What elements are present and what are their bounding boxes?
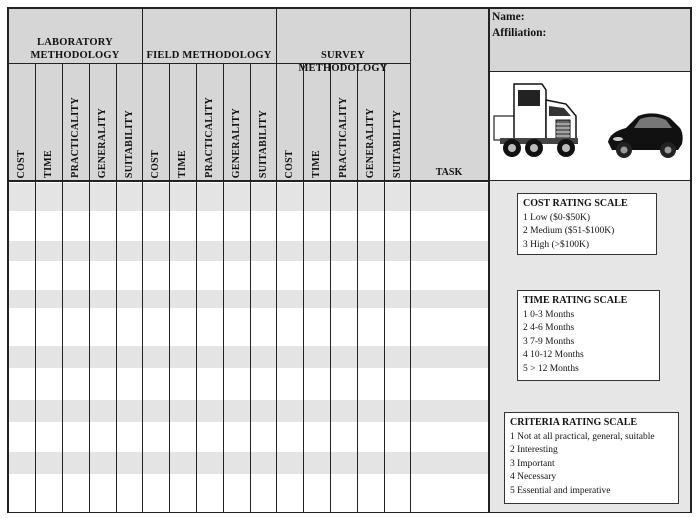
- group-title-line: SURVEY METHODOLOGY: [298, 50, 388, 74]
- cost-rating-scale: [517, 193, 657, 255]
- group-title-line: FIELD METHODOLOGY: [146, 50, 272, 61]
- column-header-generality: [223, 64, 250, 178]
- column-header-label: COST: [284, 149, 295, 178]
- column-header-generality: [89, 64, 116, 178]
- time-scale-item: 1 0-3 Months: [523, 309, 575, 320]
- criteria-scale-item: 1 Not at all practical, general, suitable: [510, 431, 655, 442]
- criteria-rating-scale: [504, 412, 679, 504]
- cost-scale-item: 2 Medium ($51-$100K): [523, 226, 615, 237]
- table-row: [8, 290, 489, 308]
- column-header-time: [35, 64, 62, 178]
- cost-scale-item: 1 Low ($0-$50K): [523, 212, 591, 223]
- criteria-scale-item: 5 Essential and imperative: [510, 485, 611, 496]
- time-scale-item: 4 10-12 Months: [523, 350, 584, 361]
- criteria-scale-title: CRITERIA RATING SCALE: [510, 417, 638, 428]
- affiliation-label: Affiliation:: [492, 27, 547, 39]
- column-header-label: PRACTICALITY: [338, 97, 349, 178]
- task-column-header: TASK: [435, 167, 463, 178]
- column-header-generality: [357, 64, 384, 178]
- column-header-label: TIME: [177, 150, 188, 178]
- table-row: [8, 346, 489, 368]
- table-row: [8, 400, 489, 422]
- column-header-suitability: [384, 64, 410, 178]
- panel-separator: [488, 8, 490, 513]
- column-header-label: COST: [16, 149, 27, 178]
- criteria-scale-item: 3 Important: [510, 458, 555, 469]
- criteria-scale-item: 4 Necessary: [510, 472, 557, 483]
- border-top: [8, 7, 691, 9]
- time-scale-item: 3 7-9 Months: [523, 336, 575, 347]
- column-header-label: GENERALITY: [97, 107, 108, 178]
- border-bottom: [8, 512, 691, 513]
- name-label: Name:: [492, 11, 525, 23]
- criteria-scale-item: 2 Interesting: [510, 445, 558, 456]
- column-header-label: TIME: [311, 150, 322, 178]
- column-header-suitability: [250, 64, 276, 178]
- column-header-suitability: [116, 64, 142, 178]
- border-right: [690, 7, 692, 513]
- column-header-label: SUITABILITY: [257, 109, 269, 178]
- column-header-label: PRACTICALITY: [70, 97, 81, 178]
- group-title-line: METHODOLOGY: [30, 50, 120, 61]
- column-header-label: PRACTICALITY: [204, 97, 215, 178]
- name-panel-divider: [489, 71, 691, 72]
- column-header-label: GENERALITY: [365, 107, 376, 178]
- time-rating-scale: [517, 290, 660, 381]
- column-header-cost: [142, 64, 169, 178]
- time-scale-title: TIME RATING SCALE: [523, 295, 628, 306]
- table-row: [8, 183, 489, 211]
- table-row: [8, 241, 489, 261]
- image-panel-divider: [489, 180, 691, 181]
- time-scale-item: 2 4-6 Months: [523, 323, 575, 334]
- sports-car-image: [604, 106, 686, 162]
- group-title-laboratory: [8, 36, 142, 62]
- column-header-label: TIME: [43, 150, 54, 178]
- group-title-line: LABORATORY: [37, 37, 113, 48]
- column-header-cost: [276, 64, 303, 178]
- cost-scale-title: COST RATING SCALE: [523, 198, 628, 209]
- column-header-practicality: [62, 64, 89, 178]
- semi-truck-image: [492, 76, 584, 162]
- group-title-field: [142, 49, 276, 62]
- column-header-label: SUITABILITY: [123, 109, 135, 178]
- header-bottom-line: [8, 180, 489, 182]
- column-header-time: [303, 64, 330, 178]
- group-separator: [410, 8, 411, 513]
- column-header-practicality: [196, 64, 223, 178]
- column-header-label: GENERALITY: [231, 107, 242, 178]
- column-header-practicality: [330, 64, 357, 178]
- column-header-cost: [8, 64, 35, 178]
- table-row: [8, 452, 489, 474]
- column-header-label: SUITABILITY: [391, 109, 403, 178]
- cost-scale-item: 3 High (>$100K): [523, 239, 590, 250]
- name-affiliation-block: [492, 9, 546, 41]
- time-scale-item: 5 > 12 Months: [523, 363, 579, 374]
- column-header-label: COST: [150, 149, 161, 178]
- column-header-time: [169, 64, 196, 178]
